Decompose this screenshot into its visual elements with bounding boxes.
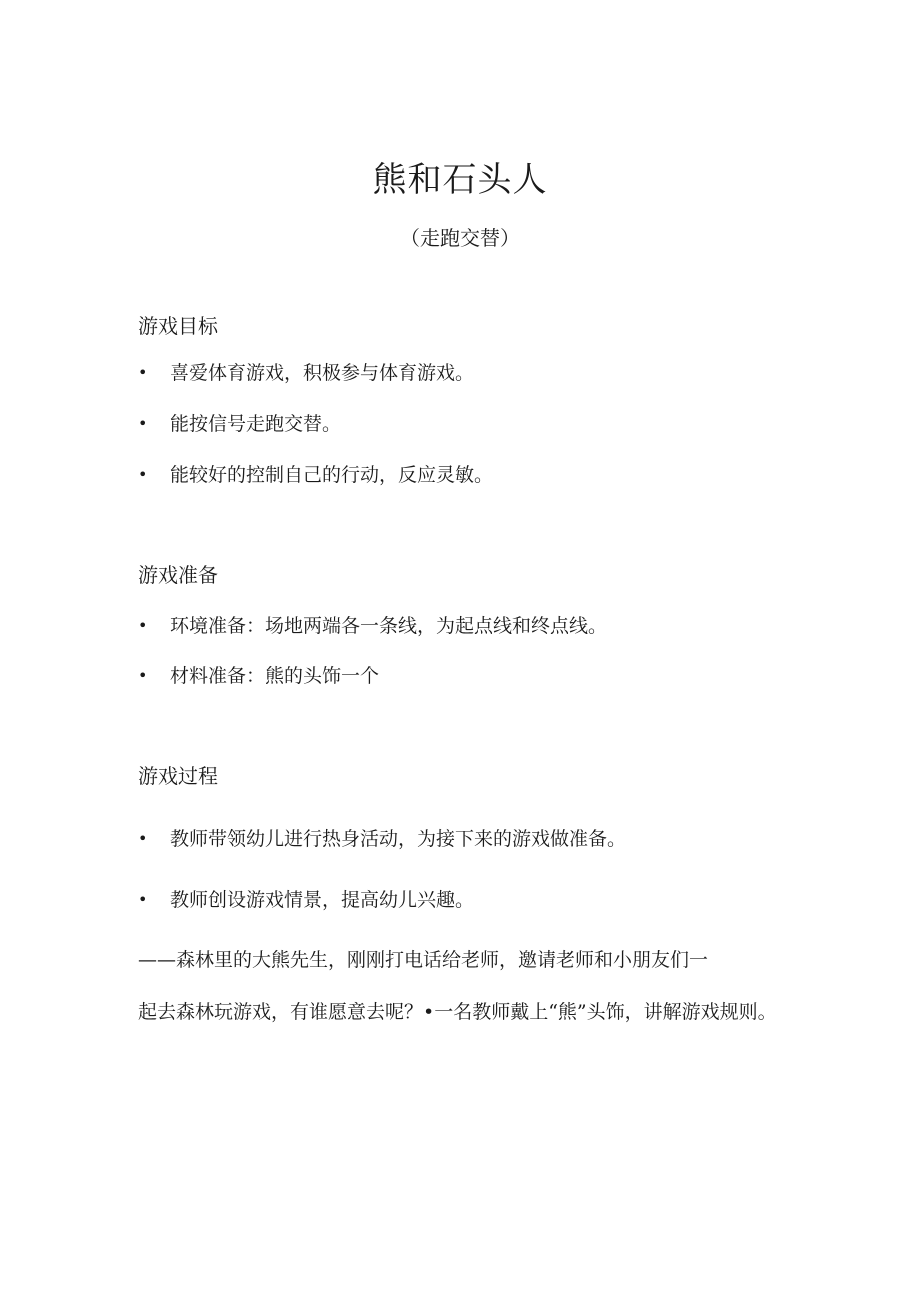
- list-item-text: 能按信号走跑交替。: [170, 413, 342, 435]
- bullet-icon: •: [138, 414, 148, 433]
- list-item-text: 教师带领幼儿进行热身活动，为接下来的游戏做准备。: [170, 828, 627, 850]
- list-item-text: 环境准备：场地两端各一条线，为起点线和终点线。: [170, 615, 608, 637]
- bullet-icon: •: [138, 363, 148, 382]
- list-item: [138, 612, 607, 640]
- section-heading-process: 游戏过程: [138, 764, 218, 788]
- list-item: [138, 825, 626, 853]
- list-item: [138, 662, 379, 690]
- body-paragraph-2: 起去森林玩游戏，有谁愿意去呢？•一名教师戴上“熊”头饰，讲解游戏规则。: [138, 1001, 777, 1023]
- document-title: 熊和石头人: [372, 160, 548, 200]
- bullet-icon: •: [138, 616, 148, 635]
- bullet-icon: •: [138, 829, 148, 848]
- section-heading-goals: 游戏目标: [138, 314, 218, 338]
- bullet-icon: •: [138, 465, 148, 484]
- body-paragraph-1: ——森林里的大熊先生，刚刚打电话给老师，邀请老师和小朋友们一: [138, 949, 709, 971]
- section-heading-preparation: 游戏准备: [138, 563, 218, 587]
- list-item-text: 材料准备：熊的头饰一个: [170, 665, 380, 687]
- list-item-text: 能较好的控制自己的行动，反应灵敏。: [170, 464, 494, 486]
- list-item: [138, 461, 493, 489]
- list-item: [138, 886, 474, 914]
- list-item-text: 教师创设游戏情景，提高幼儿兴趣。: [170, 889, 475, 911]
- bullet-icon: •: [138, 890, 148, 909]
- bullet-icon: •: [138, 666, 148, 685]
- list-item: [138, 410, 341, 438]
- list-item-text: 喜爱体育游戏，积极参与体育游戏。: [170, 362, 475, 384]
- document-subtitle: （走跑交替）: [400, 226, 520, 250]
- list-item: [138, 359, 474, 387]
